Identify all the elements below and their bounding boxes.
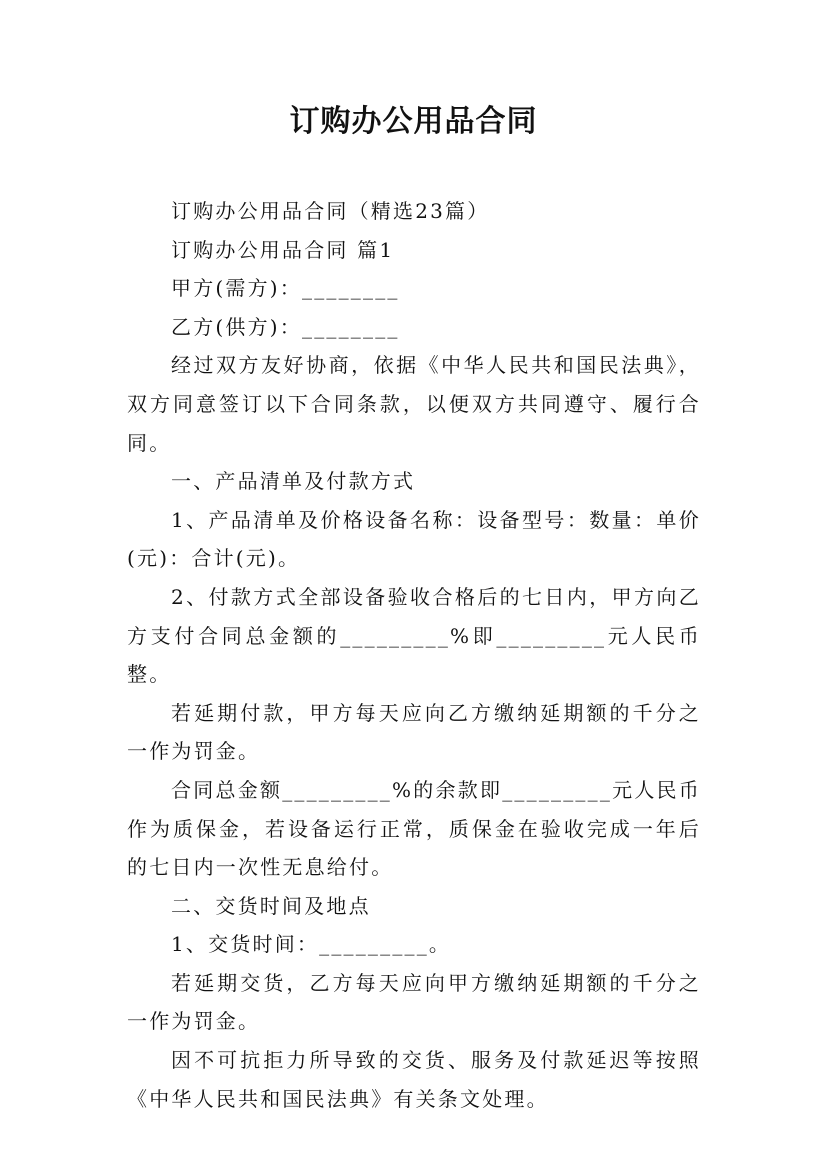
subtitle-paragraph: 订购办公用品合同（精选23篇） (171, 199, 490, 223)
section-heading: 订购办公用品合同 篇1 (171, 237, 395, 262)
preamble-paragraph: 经过双方友好协商，依据《中华人民共和国民法典》，双方同意签订以下合同条款，以便双方共同遵守、履行合同。 (127, 353, 701, 455)
clause-2-1: 1、交货时间：_________。 (171, 932, 452, 957)
clause-heading-1: 一、产品清单及付款方式 (171, 469, 416, 494)
warranty-paragraph: 合同总金额_________%的余款即_________元人民币作为质保金，若设备运行正常，质保金在验收完成一年后的七日内一次性无息给付。 (127, 777, 701, 880)
clause-1-1: 1、产品清单及价格设备名称：设备型号：数量：单价(元)：合计(元)。 (127, 507, 701, 571)
clause-heading-2: 二、交货时间及地点 (171, 893, 371, 918)
party-b-line: 乙方(供方)：________ (171, 314, 400, 339)
party-a-line: 甲方(需方)：________ (171, 276, 400, 301)
document-body (127, 192, 701, 1118)
document-title: 订购办公用品合同 (289, 104, 538, 139)
clause-1-2: 2、付款方式全部设备验收合格后的七日内，甲方向乙方支付合同总金额的_________%即_________元人民币整。 (127, 584, 701, 687)
force-majeure-paragraph: 因不可抗拒力所导致的交货、服务及付款延迟等按照《中华人民共和国民法典》有关条文处理。 (127, 1048, 701, 1111)
late-payment-paragraph: 若延期付款，甲方每天应向乙方缴纳延期额的千分之一作为罚金。 (127, 700, 701, 764)
late-delivery-paragraph: 若延期交货，乙方每天应向甲方缴纳延期额的千分之一作为罚金。 (127, 970, 701, 1034)
